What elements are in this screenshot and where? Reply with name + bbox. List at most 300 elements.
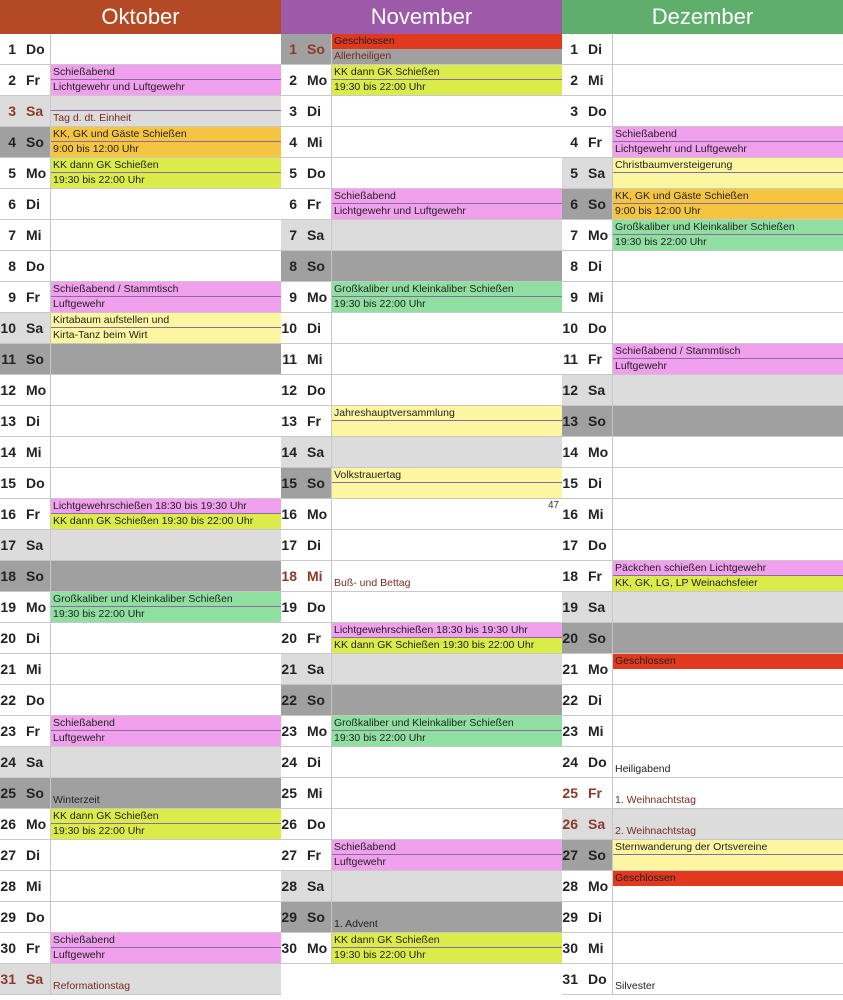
day-cell — [281, 313, 331, 343]
event-cell — [50, 809, 281, 839]
day-number: 2 — [289, 72, 297, 88]
day-row — [281, 747, 562, 778]
day-number: 24 — [281, 754, 297, 770]
day-number: 16 — [0, 506, 16, 522]
event-line: KK, GK, LG, LP Weinachsfeier — [613, 576, 843, 591]
day-number: 6 — [570, 196, 578, 212]
event-cell — [50, 747, 281, 777]
event-line: Luftgewehr — [51, 731, 281, 746]
day-number: 17 — [281, 537, 297, 553]
event-line: Geschlossen — [613, 654, 843, 669]
day-cell — [281, 933, 331, 963]
event-line — [332, 421, 562, 436]
event-cell — [331, 220, 562, 250]
day-row — [281, 344, 562, 375]
weekday-label: Do — [307, 816, 326, 832]
day-number: 22 — [281, 692, 297, 708]
day-number: 12 — [0, 382, 16, 398]
event-line: Schießabend — [51, 65, 281, 80]
day-row — [0, 747, 281, 778]
day-number: 28 — [562, 878, 578, 894]
event-line: Schießabend — [332, 189, 562, 204]
weekday-label: Do — [588, 320, 607, 336]
event-cell — [612, 220, 843, 250]
day-row — [281, 623, 562, 654]
event-line — [613, 173, 843, 188]
day-row — [0, 840, 281, 871]
day-cell — [0, 127, 50, 157]
event-line: Heiligabend — [615, 763, 671, 775]
event-line: Lichtgewehr und Luftgewehr — [51, 80, 281, 95]
day-row — [0, 437, 281, 468]
event-cell — [612, 778, 843, 808]
day-cell — [562, 189, 612, 219]
day-number: 19 — [562, 599, 578, 615]
event-cell — [331, 716, 562, 746]
day-number: 30 — [281, 940, 297, 956]
event-line: Sternwanderung der Ortsvereine — [613, 840, 843, 855]
day-cell — [281, 499, 331, 529]
day-number: 23 — [281, 723, 297, 739]
event-line: 9:00 bis 12:00 Uhr — [613, 204, 843, 219]
event-cell — [331, 623, 562, 653]
event-cell — [50, 65, 281, 95]
weekday-label: Di — [26, 413, 40, 429]
day-row — [562, 406, 843, 437]
day-row — [281, 220, 562, 251]
day-number: 18 — [562, 568, 578, 584]
day-row — [562, 902, 843, 933]
weekday-label: Mi — [307, 351, 323, 367]
event-cell — [50, 623, 281, 653]
day-number: 15 — [0, 475, 16, 491]
day-number: 3 — [289, 103, 297, 119]
weekday-label: Sa — [26, 754, 44, 770]
event-cell — [612, 716, 843, 746]
day-cell — [0, 592, 50, 622]
day-cell — [281, 716, 331, 746]
event-line: Geschlossen — [332, 34, 562, 49]
day-cell — [281, 902, 331, 932]
event-line — [613, 809, 843, 824]
weekday-label: Sa — [307, 661, 325, 677]
day-number: 13 — [281, 413, 297, 429]
day-row — [562, 871, 843, 902]
event-line: Großkaliber und Kleinkaliber Schießen — [51, 592, 281, 607]
day-row — [281, 809, 562, 840]
event-cell — [331, 778, 562, 808]
day-cell — [0, 840, 50, 870]
event-line: Kirtabaum aufstellen und — [51, 313, 281, 328]
weekday-label: Mo — [588, 878, 609, 894]
day-cell — [562, 654, 612, 684]
weekday-label: So — [26, 134, 44, 150]
day-number: 4 — [570, 134, 578, 150]
day-cell — [281, 530, 331, 560]
event-cell — [50, 158, 281, 188]
event-cell — [50, 871, 281, 901]
event-line: Lichtgewehrschießen 18:30 bis 19:30 Uhr — [51, 499, 281, 514]
event-line — [51, 96, 281, 111]
day-row — [0, 189, 281, 220]
event-line — [613, 778, 843, 793]
event-cell — [331, 654, 562, 684]
event-line: KK dann GK Schießen — [332, 65, 562, 80]
day-number: 10 — [562, 320, 578, 336]
event-line — [332, 902, 562, 917]
day-cell — [281, 344, 331, 374]
day-number: 26 — [281, 816, 297, 832]
day-row — [562, 437, 843, 468]
weekday-label: Di — [26, 196, 40, 212]
day-number: 10 — [0, 320, 16, 336]
weekday-label: Fr — [307, 196, 321, 212]
day-cell — [0, 747, 50, 777]
day-row — [0, 96, 281, 127]
event-line: Schießabend / Stammtisch — [51, 282, 281, 297]
day-number: 29 — [0, 909, 16, 925]
event-line: Luftgewehr — [51, 948, 281, 963]
weekday-label: Mi — [26, 444, 42, 460]
event-line: Schießabend — [51, 716, 281, 731]
event-line — [613, 886, 843, 901]
event-cell — [331, 468, 562, 498]
day-number: 20 — [562, 630, 578, 646]
event-line: 19:30 bis 22:00 Uhr — [332, 80, 562, 95]
day-number: 22 — [0, 692, 16, 708]
day-cell — [281, 468, 331, 498]
day-row — [0, 964, 281, 995]
day-row — [281, 685, 562, 716]
day-row — [562, 499, 843, 530]
day-row — [0, 716, 281, 747]
day-number: 2 — [8, 72, 16, 88]
day-cell — [0, 654, 50, 684]
day-cell — [281, 251, 331, 281]
weekday-label: Mi — [588, 506, 604, 522]
day-cell — [562, 902, 612, 932]
weekday-label: Mo — [588, 227, 609, 243]
day-cell — [0, 313, 50, 343]
day-cell — [562, 499, 612, 529]
weekday-label: Mi — [307, 785, 323, 801]
weekday-label: Fr — [26, 723, 40, 739]
day-cell — [562, 406, 612, 436]
event-cell — [50, 189, 281, 219]
event-line: 19:30 bis 22:00 Uhr — [332, 948, 562, 963]
day-number: 27 — [562, 847, 578, 863]
day-cell — [0, 158, 50, 188]
day-number: 11 — [1, 351, 16, 367]
weekday-label: So — [588, 630, 606, 646]
event-cell — [50, 654, 281, 684]
weekday-label: Sa — [26, 971, 44, 987]
event-cell — [612, 344, 843, 374]
day-number: 24 — [562, 754, 578, 770]
day-row — [0, 530, 281, 561]
day-row — [562, 840, 843, 871]
day-cell — [0, 809, 50, 839]
day-number: 27 — [0, 847, 16, 863]
event-line: KK dann GK Schießen 19:30 bis 22:00 Uhr — [51, 514, 281, 529]
day-row — [0, 685, 281, 716]
day-row — [0, 499, 281, 530]
event-line: 1. Weihnachtstag — [615, 794, 696, 806]
day-row — [281, 499, 562, 530]
day-number: 5 — [570, 165, 578, 181]
day-cell — [562, 251, 612, 281]
weekday-label: Fr — [307, 630, 321, 646]
event-line: Allerheiligen — [334, 50, 392, 62]
day-number: 19 — [281, 599, 297, 615]
event-cell — [612, 127, 843, 157]
event-cell — [50, 499, 281, 529]
day-row — [0, 871, 281, 902]
day-number: 5 — [289, 165, 297, 181]
day-row — [562, 778, 843, 809]
day-number: 7 — [8, 227, 16, 243]
day-cell — [0, 933, 50, 963]
day-row — [0, 654, 281, 685]
day-cell — [281, 189, 331, 219]
event-cell — [331, 871, 562, 901]
event-line: KK dann GK Schießen — [51, 809, 281, 824]
day-number: 5 — [8, 165, 16, 181]
day-cell — [0, 716, 50, 746]
weekday-label: Fr — [26, 506, 40, 522]
day-number: 14 — [562, 444, 578, 460]
day-number: 8 — [289, 258, 297, 274]
weekday-label: Do — [26, 909, 45, 925]
day-cell — [281, 375, 331, 405]
event-line — [613, 855, 843, 870]
day-cell — [0, 189, 50, 219]
event-line: Silvester — [615, 980, 656, 992]
event-cell — [612, 561, 843, 591]
weekday-label: So — [26, 351, 44, 367]
event-cell — [331, 313, 562, 343]
weekday-label: So — [307, 258, 325, 274]
day-cell — [562, 530, 612, 560]
day-row — [0, 406, 281, 437]
weekday-label: Di — [307, 537, 321, 553]
weekday-label: Mi — [588, 723, 604, 739]
event-cell — [331, 561, 562, 591]
event-line: KK dann GK Schießen 19:30 bis 22:00 Uhr — [332, 638, 562, 653]
weekday-label: Sa — [307, 444, 325, 460]
day-row — [281, 530, 562, 561]
event-line: 19:30 bis 22:00 Uhr — [51, 607, 281, 622]
day-row — [562, 96, 843, 127]
event-line: Luftgewehr — [332, 855, 562, 870]
event-cell — [612, 282, 843, 312]
day-number: 12 — [562, 382, 578, 398]
day-row — [0, 158, 281, 189]
weekday-label: Mi — [307, 568, 323, 584]
day-cell — [562, 778, 612, 808]
event-cell — [612, 468, 843, 498]
day-number: 1 — [570, 41, 578, 57]
weekday-label: Di — [588, 692, 602, 708]
event-cell — [612, 499, 843, 529]
event-cell — [50, 561, 281, 591]
day-row — [0, 809, 281, 840]
day-number: 15 — [562, 475, 578, 491]
day-cell — [281, 65, 331, 95]
event-cell — [612, 592, 843, 622]
day-cell — [562, 220, 612, 250]
weekday-label: Fr — [26, 940, 40, 956]
day-row — [281, 561, 562, 592]
event-cell — [331, 437, 562, 467]
event-cell — [612, 251, 843, 281]
weekday-label: So — [588, 847, 606, 863]
event-cell — [331, 902, 562, 932]
day-number: 21 — [0, 661, 16, 677]
day-number: 16 — [281, 506, 297, 522]
day-number: 30 — [562, 940, 578, 956]
event-line: KK dann GK Schießen — [51, 158, 281, 173]
day-row — [281, 34, 562, 65]
event-cell — [50, 592, 281, 622]
day-row — [562, 809, 843, 840]
weekday-label: Sa — [26, 537, 44, 553]
day-cell — [281, 406, 331, 436]
day-number: 22 — [562, 692, 578, 708]
event-cell — [612, 623, 843, 653]
day-cell — [562, 809, 612, 839]
weekday-label: Mi — [588, 72, 604, 88]
weekday-label: Mo — [26, 599, 47, 615]
day-cell — [0, 406, 50, 436]
day-row — [562, 65, 843, 96]
day-number: 23 — [0, 723, 16, 739]
month-column-oktober — [0, 0, 281, 1000]
day-cell — [0, 468, 50, 498]
weekday-label: So — [26, 785, 44, 801]
day-cell — [562, 34, 612, 64]
event-line — [332, 483, 562, 498]
weekday-label: Do — [307, 165, 326, 181]
day-cell — [562, 313, 612, 343]
event-cell — [331, 530, 562, 560]
weekday-label: Sa — [588, 382, 606, 398]
day-cell — [562, 871, 612, 901]
event-cell — [612, 65, 843, 95]
day-cell — [0, 437, 50, 467]
day-number: 1 — [8, 41, 16, 57]
day-number: 9 — [289, 289, 297, 305]
weekday-label: Mo — [307, 72, 328, 88]
event-line: KK, GK und Gäste Schießen — [613, 189, 843, 204]
event-line: KK, GK und Gäste Schießen — [51, 127, 281, 142]
event-line: Lichtgewehrschießen 18:30 bis 19:30 Uhr — [332, 623, 562, 638]
event-line — [613, 747, 843, 762]
weekday-label: Mo — [588, 661, 609, 677]
day-cell — [562, 592, 612, 622]
day-cell — [562, 437, 612, 467]
day-row — [0, 778, 281, 809]
day-row — [281, 96, 562, 127]
event-line: Buß- und Bettag — [334, 577, 411, 589]
day-number: 4 — [289, 134, 297, 150]
event-cell — [612, 809, 843, 839]
event-cell — [331, 251, 562, 281]
event-cell — [612, 933, 843, 963]
event-line: Winterzeit — [53, 794, 100, 806]
day-row — [281, 313, 562, 344]
weekday-label: So — [588, 196, 606, 212]
day-number: 31 — [562, 971, 578, 987]
day-number: 9 — [570, 289, 578, 305]
event-cell — [612, 313, 843, 343]
day-row — [562, 375, 843, 406]
event-cell — [331, 158, 562, 188]
day-row — [281, 158, 562, 189]
event-cell — [612, 437, 843, 467]
weekday-label: So — [307, 909, 325, 925]
event-cell — [331, 499, 562, 529]
day-number: 18 — [0, 568, 16, 584]
day-number: 29 — [562, 909, 578, 925]
day-number: 3 — [8, 103, 16, 119]
day-number: 6 — [8, 196, 16, 212]
event-line: Volkstrauertag — [332, 468, 562, 483]
weekday-label: Do — [588, 971, 607, 987]
event-cell — [50, 220, 281, 250]
event-cell — [50, 313, 281, 343]
event-line: Geschlossen — [613, 871, 843, 886]
day-row — [281, 437, 562, 468]
weekday-label: Mi — [588, 940, 604, 956]
day-number: 26 — [0, 816, 16, 832]
event-cell — [612, 747, 843, 777]
day-row — [562, 220, 843, 251]
day-cell — [562, 65, 612, 95]
day-row — [562, 654, 843, 685]
weekday-label: Do — [307, 599, 326, 615]
day-row — [562, 716, 843, 747]
day-cell — [562, 964, 612, 994]
day-cell — [281, 685, 331, 715]
month-column-november — [281, 0, 562, 1000]
weekday-label: Mo — [307, 506, 328, 522]
weekday-label: Mo — [307, 289, 328, 305]
day-number: 14 — [0, 444, 16, 460]
weekday-label: Di — [307, 103, 321, 119]
weekday-label: Do — [26, 475, 45, 491]
event-cell — [50, 344, 281, 374]
event-cell — [331, 34, 562, 64]
day-cell — [0, 499, 50, 529]
weekday-label: Mi — [26, 878, 42, 894]
event-line: Großkaliber und Kleinkaliber Schießen — [613, 220, 843, 235]
event-cell — [50, 933, 281, 963]
day-cell — [562, 840, 612, 870]
day-number: 9 — [8, 289, 16, 305]
event-line: KK dann GK Schießen — [332, 933, 562, 948]
day-row — [281, 127, 562, 158]
weekday-label: Di — [307, 754, 321, 770]
event-line: 19:30 bis 22:00 Uhr — [613, 235, 843, 250]
weekday-label: Fr — [588, 351, 602, 367]
event-line: Lichtgewehr und Luftgewehr — [613, 142, 843, 157]
day-cell — [562, 127, 612, 157]
day-cell — [281, 778, 331, 808]
event-cell — [50, 716, 281, 746]
event-line: Päckchen schießen Lichtgewehr — [613, 561, 843, 576]
weekday-label: Fr — [26, 72, 40, 88]
